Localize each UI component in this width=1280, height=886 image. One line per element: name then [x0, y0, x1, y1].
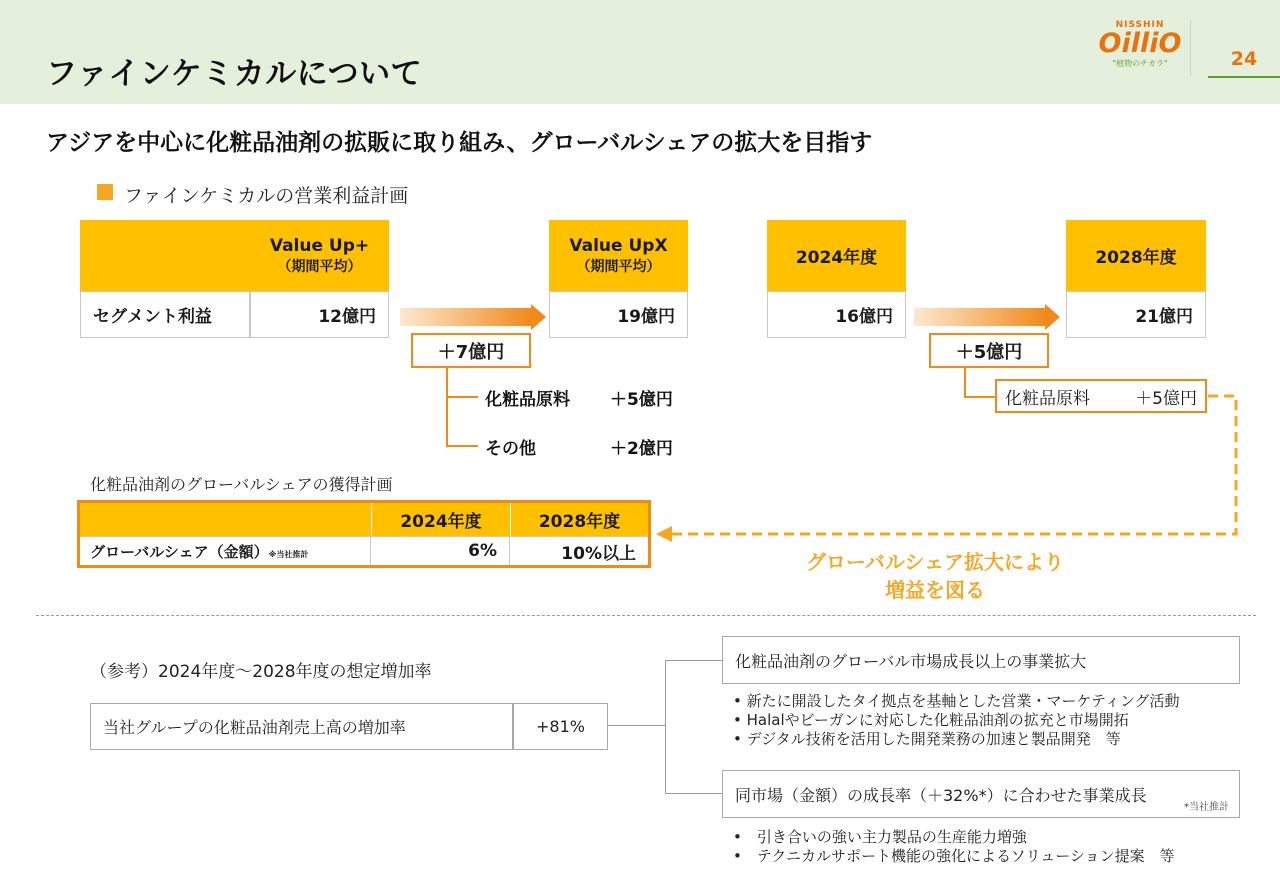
- callout-line-2: 増益を図る: [885, 578, 985, 602]
- plan-right-increase-box: ＋5億円: [929, 333, 1049, 368]
- reference-box-1: 化粧品油剤のグローバル市場成長以上の事業拡大: [722, 636, 1240, 684]
- reference-box-1-bullet: • 新たに開設したタイ拠点を基軸とした営業・マーケティング活動: [733, 692, 1180, 710]
- header-divider: [1190, 20, 1191, 76]
- share-plan-table: [77, 500, 651, 568]
- share-header-1: 2024年度: [371, 503, 510, 536]
- plan-right-value-1: 16億円: [767, 291, 906, 338]
- plan-right-header-2: 2028年度: [1066, 220, 1206, 291]
- plan-left-header-1-main: Value Up+: [269, 235, 370, 256]
- plan-left-value-2: 19億円: [549, 291, 688, 338]
- share-row-note: ※当社推計: [268, 549, 309, 559]
- plan-left-tree-branch-1: [446, 396, 478, 398]
- share-corner-cell: [80, 503, 371, 536]
- reference-box-2-bullet: • 引き合いの強い主力製品の生産能力増強: [733, 828, 1027, 846]
- logo-tagline: "植物のチカラ": [1112, 59, 1168, 68]
- reference-box-1-bullets: [733, 692, 1180, 749]
- reference-value-box: +81%: [513, 703, 608, 750]
- plan-right-value-2: 21億円: [1066, 291, 1206, 338]
- reference-label-box: 当社グループの化粧品油剤売上高の増加率: [90, 703, 513, 750]
- plan-left-corner-cell: [80, 220, 250, 291]
- logo-brand-small: NISSHIN: [1115, 20, 1165, 30]
- reference-heading: （参考）2024年度～2028年度の想定増加率: [90, 662, 432, 682]
- reference-box-2-title: 同市場（金額）の成長率（＋32%*）に合わせた事業成長: [735, 785, 1147, 805]
- plan-left-header-2-main: Value UpX: [569, 235, 668, 256]
- reference-box-2-bullets: [733, 828, 1175, 866]
- company-logo: [1094, 20, 1186, 84]
- callout-line-1: グローバルシェア拡大により: [805, 550, 1065, 574]
- share-value-1: 6%: [371, 536, 510, 565]
- plan-left-increase-box: ＋7億円: [411, 333, 531, 368]
- plan-right-header-1: 2024年度: [767, 220, 906, 291]
- plan-right-growth-arrow: [914, 308, 1060, 326]
- slide-subtitle: アジアを中心に化粧品油剤の拡販に取り組み、グローバルシェアの拡大を目指す: [46, 130, 873, 156]
- plan-right-breakdown-value: ＋5億円: [1135, 388, 1197, 409]
- reference-connector-bottom: [665, 793, 722, 794]
- reference-connector-horizontal: [608, 725, 666, 726]
- plan-left-header-1: [250, 220, 389, 291]
- plan-left-tree-branch-2: [446, 445, 478, 447]
- share-header-2: 2028年度: [510, 503, 648, 536]
- callout-text: [770, 548, 1100, 604]
- share-connector-dashed-arrow: [640, 380, 1260, 550]
- plan-right-breakdown-label: 化粧品原料: [1005, 388, 1090, 409]
- plan-left-row-label: セグメント利益: [80, 291, 250, 338]
- plan-left-header-2: [549, 220, 688, 291]
- plan-left-value-1: 12億円: [250, 291, 389, 338]
- section-heading: ファインケミカルの営業利益計画: [124, 185, 409, 207]
- plan-left-breakdown-label-1: 化粧品原料: [485, 390, 570, 410]
- share-value-2: 10%以上: [510, 536, 648, 565]
- reference-box-1-bullet: • デジタル技術を活用した開発業務の加速と製品開発 等: [733, 730, 1121, 748]
- page-number-underline: [1208, 76, 1280, 78]
- plan-left-header-1-sub: （期間平均）: [277, 258, 362, 275]
- share-plan-heading: 化粧品油剤のグローバルシェアの獲得計画: [90, 475, 393, 494]
- reference-box-2-note: *当社推計: [1184, 802, 1229, 813]
- section-divider: [36, 615, 1256, 616]
- reference-box-2: [722, 770, 1240, 818]
- plan-left-tree-vertical: [446, 368, 448, 446]
- plan-left-breakdown-label-2: その他: [485, 439, 536, 459]
- logo-brand-big: OilliO: [1098, 28, 1182, 59]
- reference-box-1-bullet: • Halalやビーガンに対応した化粧品油剤の拡充と市場開拓: [733, 711, 1129, 729]
- reference-connector-vertical: [665, 660, 666, 793]
- page-number: 24: [1230, 48, 1258, 70]
- plan-left-breakdown-value-1: ＋5億円: [610, 390, 673, 410]
- share-row-label-cell: [80, 536, 371, 565]
- section-square-icon: [97, 184, 113, 200]
- plan-left-header-2-sub: （期間平均）: [576, 258, 661, 275]
- reference-box-2-bullet: • テクニカルサポート機能の強化によるソリューション提案 等: [733, 847, 1175, 865]
- page-title: ファインケミカルについて: [46, 56, 423, 92]
- plan-left-breakdown-value-2: ＋2億円: [610, 439, 673, 459]
- reference-connector-top: [665, 660, 722, 661]
- share-row-label: グローバルシェア（金額）: [90, 542, 269, 561]
- plan-left-growth-arrow: [400, 308, 546, 326]
